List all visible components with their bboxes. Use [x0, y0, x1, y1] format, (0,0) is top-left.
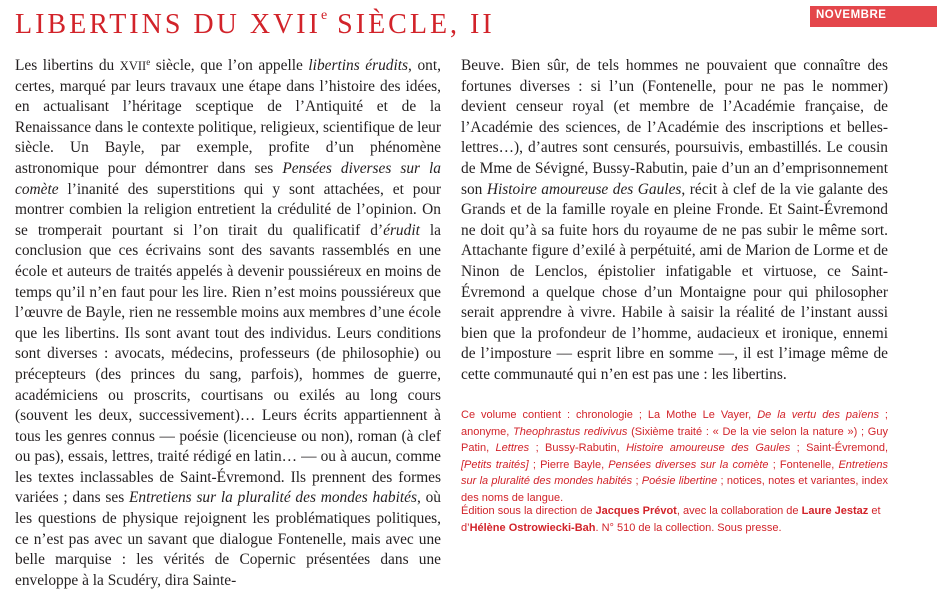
contents-title: Lettres [495, 442, 530, 454]
contents-title: [Petits traités] [461, 458, 529, 471]
italic-term: érudit [383, 221, 420, 239]
collaborator-name: Laure Jestaz [801, 505, 869, 517]
contents-title: Poésie libertine [641, 475, 718, 487]
book-title: Entretiens sur la pluralité des mondes habités [128, 489, 417, 507]
edition-run: . N° 510 de la collection. Sous presse. [595, 521, 782, 534]
contents-run: ; anonyme, [461, 409, 888, 438]
contents-run: ; notices, notes et variantes, index des noms de langue. [461, 475, 889, 504]
text-run: , ont, certes, marqué par leurs travaux une étape dans l’histoire des idées, en actualisant l’héritage sceptique de l’Antiquité et de la Renaissance dans le contexte politique, religieux, scientifique de leur siècle. Un Bayle, par exemple, profite d’un phénomène astronomique pour démontrer dans ses [15, 57, 441, 177]
body-column-right [461, 56, 888, 386]
month-badge-label: NOVEMBRE [816, 9, 887, 21]
contents-title: Pensées diverses sur la comète [608, 458, 769, 471]
page-title [15, 8, 495, 41]
page-title-text: LIBERTINS DU XVII [15, 9, 321, 40]
contents-title: De la vertu des païens [757, 409, 879, 421]
volume-contents [461, 407, 888, 506]
paragraph-right [461, 56, 888, 386]
collaborator-name: Hélène Ostrowiecki-Bah [469, 521, 596, 534]
edition-note [461, 503, 888, 536]
contents-run: Ce volume contient : chronologie ; La Mothe Le Vayer, [461, 409, 758, 421]
contents-run: ; Bussy-Rabutin, [529, 442, 627, 454]
superscript: e [146, 57, 151, 67]
contents-run: (Sixième traité : « De la vie selon la nature ») ; Guy Patin, [461, 425, 888, 454]
contents-run: ; Saint-Évremond, [790, 442, 889, 454]
text-run: , récit à clef de la vie galante des Grands et de la famille royale en pleine Fronde. Et Saint-Évremond ne doit qu’à sa fuite hors du royaume de ne pas subir le même sort. Attachante figure d’exilé à perpétuité, ami de Marion de Lorme et de Ninon de Lenclos, épistolier infatigable et virtuose, ce Saint-Évremond a quelque chose d’un Montaigne pour qui philosopher serait apprendre à vivre. Habile à saisir la réalité de l’instant aussi bien que la profondeur de l’homme, audacieux et ironique, ennemi de l’imposture — esprit libre en somme —, il est l’image même de cette communauté qui n’en est pas une : les libertins. [461, 180, 888, 383]
text-run: Beuve. Bien sûr, de tels hommes ne pouvaient que connaître des fortunes diverses : si l’un (Fontenelle, pour ne pas le nommer) devient censeur royal (et membre de l’Académie française, de l’Académie des sciences, de l’Académie des inscriptions et belles-lettres…), d’autres sont censurés, poursuivis, embastillés. Le cousin de Mme de Sévigné, Bussy-Rabutin, paie d’un an d’emprisonnement son [461, 57, 888, 198]
contents-run: ; Pierre Bayle, [528, 458, 609, 471]
contents-run: ; Fontenelle, [768, 458, 839, 471]
month-badge [810, 6, 937, 27]
book-title: Pensées diverses sur la comète [15, 159, 441, 198]
book-title: Histoire amoureuse des Gaules [486, 180, 682, 198]
text-run: siècle, que l’on appelle [150, 57, 309, 74]
page-title-end: SIÈCLE, II [327, 9, 495, 40]
contents-title: Histoire amoureuse des Gaules [626, 442, 791, 454]
text-run: la conclusion que ces écrivains sont des savants rassemblés en une école et auteurs de traités appelés à devenir poussiéreux en moins de temps qu’il n’en faut pour les lire. Rien n’est moins poussiéreux que l’œuvre de Bayle, rien ne ressemble moins aux membres d’une école que les libertins. Ils sont avant tout des individus. Leurs conditions sont diverses : avocats, médecins, professeurs (de philosophie) ou précepteurs (des princes du sang, parfois), hommes de guerre, académiciens ou proscrits, courtisans ou exilés au long cours (souvent les deux, successivement)… Leurs écrits appartiennent à tous les genres connus — poésie (licencieuse ou non), roman (à clef ou pas), essais, lettres, traité rédigé en latin… — ou à aucun, comme les textes inclassables de Saint-Évremond. Ils prennent des formes variées ; dans ses [15, 221, 441, 507]
editor-name: Jacques Prévot [595, 505, 677, 517]
edition-run: , avec la collaboration de [676, 505, 802, 517]
edition-run: Édition sous la direction de [461, 505, 596, 517]
contents-run: ; [632, 475, 642, 487]
page-title-sup: e [320, 8, 328, 23]
text-run: , où les questions de physique rejoignent les problématiques politiques, ce n’est pas avec un savant que dialogue Fontenelle, mais avec une belle marquise : les vérités de Copernic présentées dans une enveloppe à la Scudéry, dira Sainte- [15, 489, 441, 589]
paragraph-left [15, 56, 441, 591]
italic-term: libertins érudits [308, 57, 409, 74]
edition-run: et d’ [461, 505, 881, 534]
small-caps-century: XVII [119, 59, 147, 73]
text-run: l’inanité des superstitions qui y sont attachées, et pour montrer combien la religion entretient la crédulité de l’opinion. On se tromperait pourtant si l’on tirait du qualificatif d’ [15, 180, 441, 239]
text-run: Les libertins du [15, 57, 120, 74]
body-column-left [15, 56, 441, 591]
contents-title: Theophrastus redivivus [513, 425, 628, 438]
contents-title: Entretiens sur la pluralité des mondes habités [461, 458, 888, 487]
